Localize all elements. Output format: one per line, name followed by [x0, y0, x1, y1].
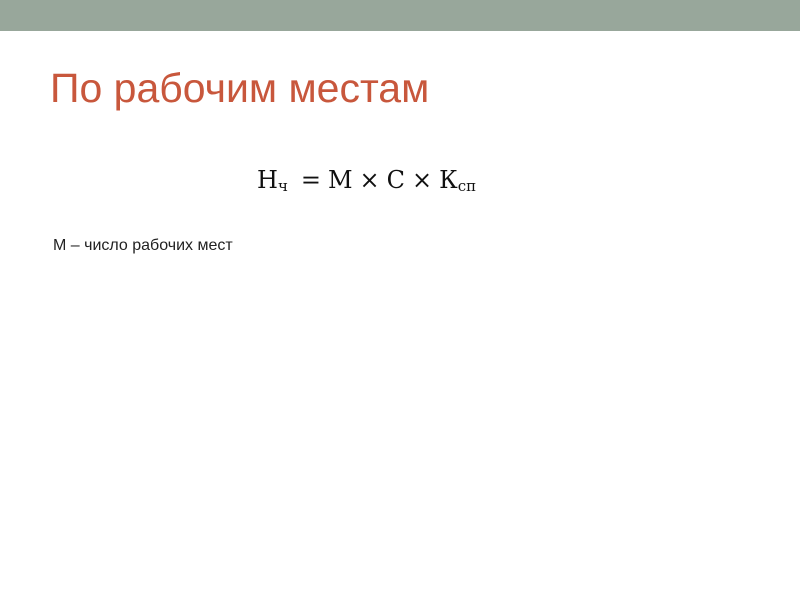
formula-equals-sign: = [300, 166, 321, 194]
formula-multiply-sign-1: × [359, 166, 380, 194]
top-accent-bar [0, 0, 800, 31]
formula-term-k-subscript: сп [457, 177, 477, 195]
variable-definition: М – число рабочих мест [53, 237, 233, 254]
formula-multiply-sign-2: × [412, 166, 433, 194]
formula-lhs-subscript: ч [277, 177, 288, 195]
formula-term-m: М [327, 166, 353, 194]
formula-term-k-symbol: К [439, 166, 458, 194]
formula-lhs-symbol: Н [257, 166, 278, 194]
formula-term-c: С [386, 166, 406, 194]
formula [257, 164, 476, 199]
slide-title: По рабочим местам [50, 65, 430, 111]
